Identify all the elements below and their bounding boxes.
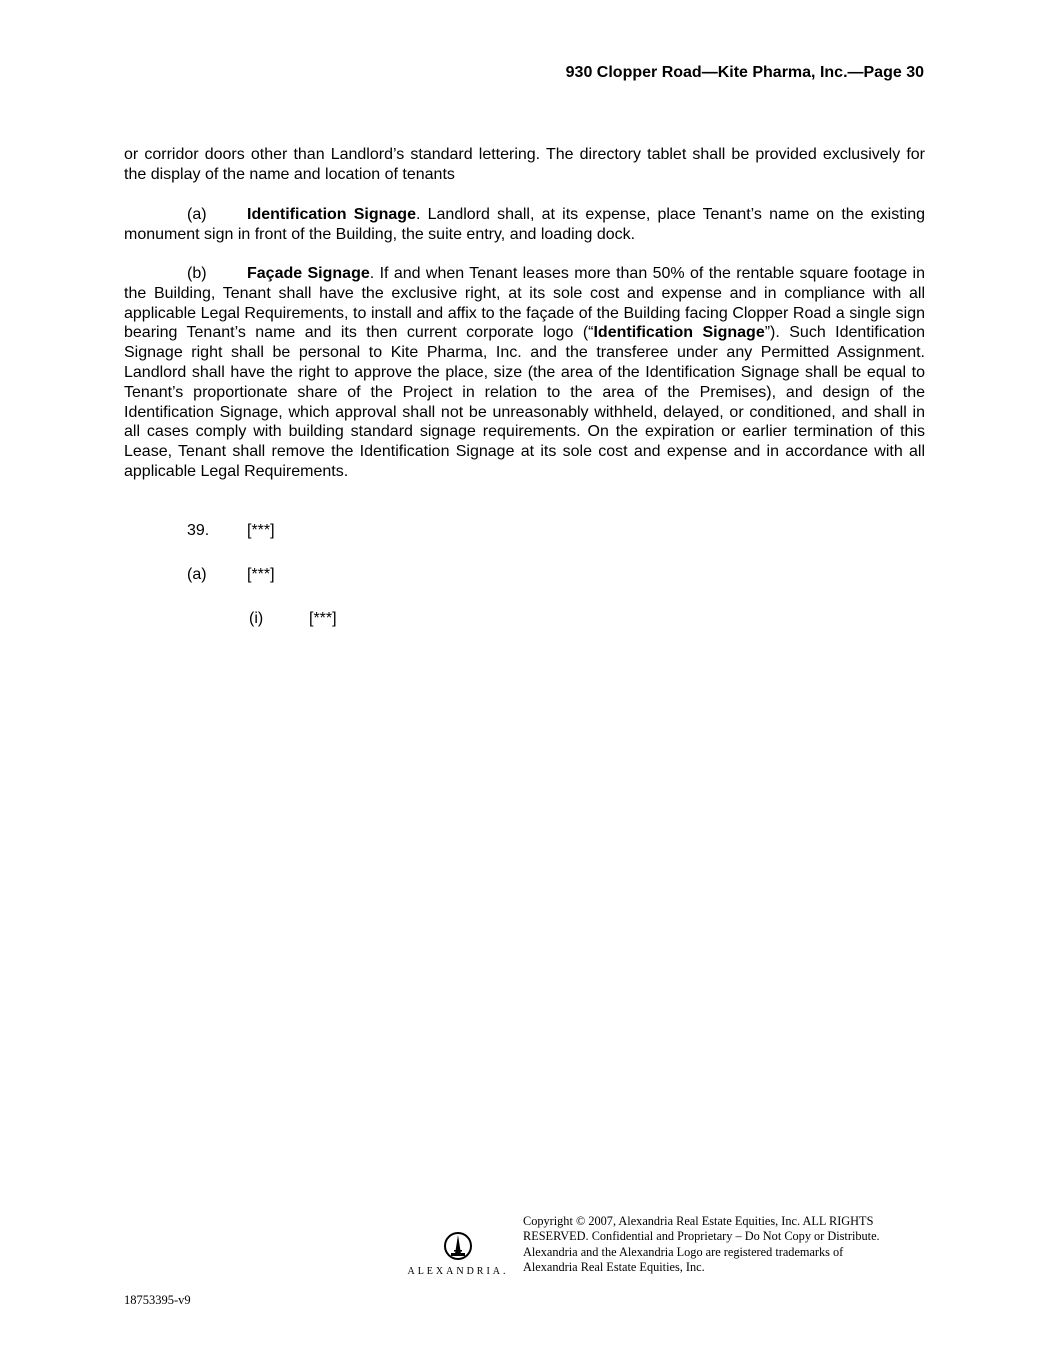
list-number: 39. xyxy=(187,522,210,539)
copyright-notice: Copyright © 2007, Alexandria Real Estate Equities, Inc. ALL RIGHTS RESERVED. Confidential and Proprietary – Do Not Copy or Distribute. Alexandria and the Alexandria Logo are registered trademarks of Alexandria Real Estate Equities, Inc. xyxy=(523,1214,880,1274)
page-header: 930 Clopper Road—Kite Pharma, Inc.—Page 30 xyxy=(565,64,924,81)
defined-term: Identification Signage xyxy=(593,324,765,342)
paragraph-intro: or corridor doors other than Landlord’s standard lettering. The directory tablet shall be provided exclusively for the display of the name and location of tenants xyxy=(124,146,925,183)
paragraph-heading: Façade Signage xyxy=(247,265,370,282)
paragraph-body: . Landlord shall, at its expense, place Tenant’s name on the existing monument sign in front of the Building, the suite entry, and loading dock. xyxy=(124,206,926,243)
paragraph-heading: Identification Signage xyxy=(247,206,416,223)
list-number: (a) xyxy=(187,566,207,583)
list-number: (i) xyxy=(249,610,264,627)
list-item-i xyxy=(249,610,337,628)
alexandria-logo xyxy=(402,1230,514,1277)
document-id: 18753395-v9 xyxy=(124,1293,191,1307)
list-item-a xyxy=(187,566,275,584)
redacted-text: [***] xyxy=(247,522,275,539)
paragraph-body: . If and when Tenant leases more than 50% of the rentable square footage in the Building, Tenant shall have the exclusive right, at its sole cost and expense and in compliance with all applicable Legal Requirements, to install and affix to the façade of the Building facing Clopper Road a single sign bearing Tenant’s name and its then current corporate logo (“ xyxy=(124,265,925,342)
paragraph-identification-signage xyxy=(124,205,925,245)
paragraph-body: ”). Such Identification Signage right shall be personal to Kite Pharma, Inc. and the transferee under any Permitted Assignment. Landlord shall have the right to approve the place, size (the area of the Identification Signage shall be equal to Tenant’s proportionate share of the Project in relation to the area of the Premises), and design of the Identification Signage, which approval shall not be unreasonably withheld, delayed, or conditioned, and shall in all cases comply with building standard signage requirements. On the expiration or earlier termination of this Lease, Tenant shall remove the Identification Signage at its sole cost and expense and in accordance with all applicable Legal Requirements. xyxy=(124,324,925,480)
list-item-section-39 xyxy=(187,522,275,540)
paragraph-label: (b) xyxy=(187,265,207,282)
paragraph-label: (a) xyxy=(187,206,207,223)
alexandria-emblem-icon xyxy=(442,1230,474,1262)
redacted-text: [***] xyxy=(309,610,337,627)
paragraph-facade-signage xyxy=(124,264,925,482)
redacted-text: [***] xyxy=(247,566,275,583)
logo-wordmark: ALEXANDRIA. xyxy=(407,1266,509,1277)
